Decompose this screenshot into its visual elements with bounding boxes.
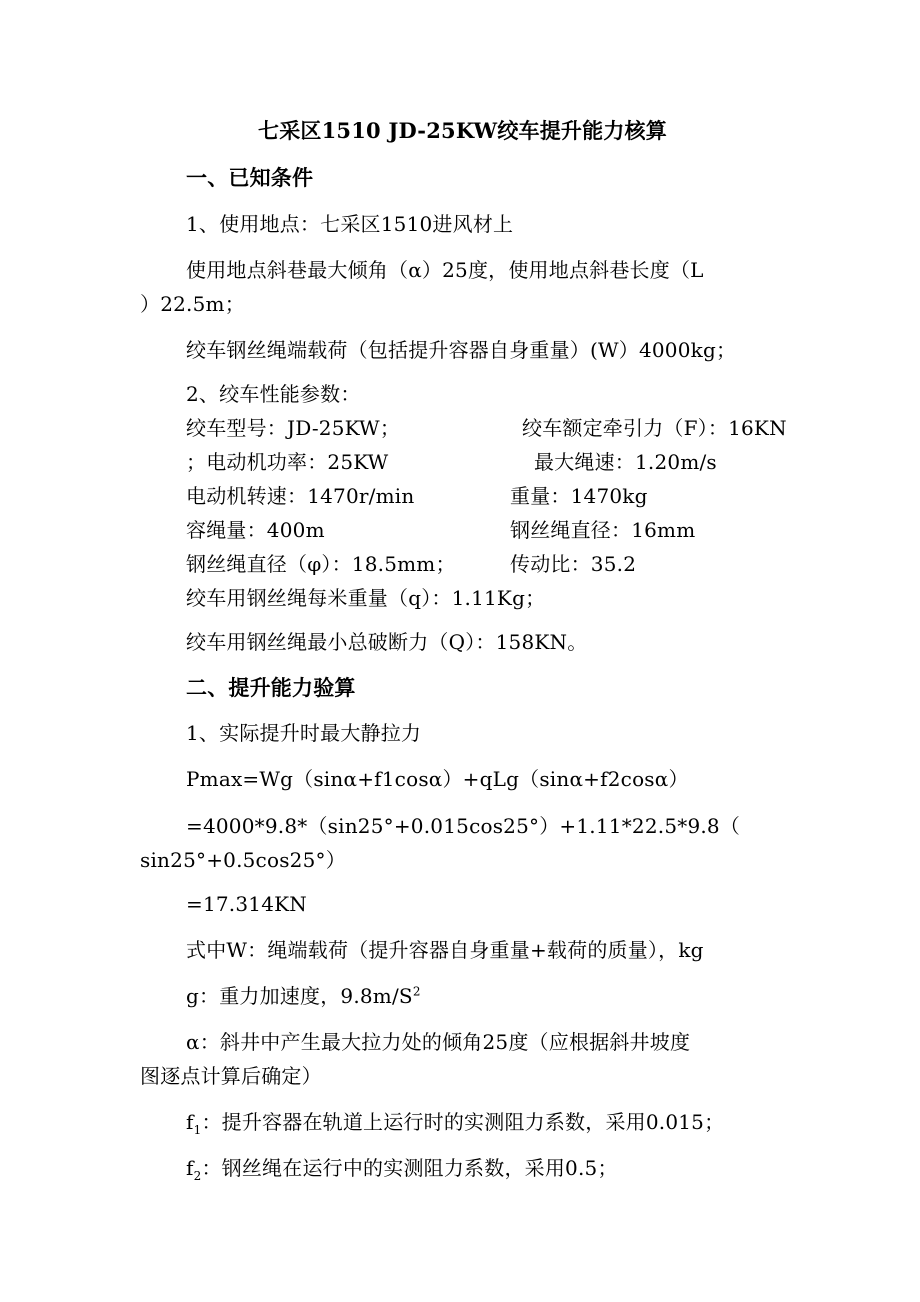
calculation-line1: =4000*9.8*（sin25°+0.015cos25°）+1.11*22.5*9.8（: [186, 814, 741, 838]
param-weight: 重量：1470kg: [510, 484, 648, 508]
definition-g: [186, 983, 421, 1009]
document-title: 七采区1510 JD-25KW绞车提升能力核算: [258, 118, 667, 143]
definition-f2-text: ：钢丝绳在运行中的实测阻力系数，采用0.5；: [201, 1156, 618, 1180]
definition-f1: [186, 1109, 724, 1135]
pmax-formula: Pmax=Wg（sinα+f1cosα）+qLg（sinα+f2cosα）: [186, 767, 689, 791]
definition-w: 式中W：绳端载荷（提升容器自身重量+载荷的质量），kg: [186, 938, 704, 962]
definition-f1-text: ：提升容器在轨道上运行时的实测阻力系数，采用0.015；: [201, 1110, 725, 1134]
definition-alpha-line2: 图逐点计算后确定）: [140, 1064, 322, 1088]
param-max-rope-speed: 最大绳速：1.20m/s: [534, 450, 717, 474]
param-rope-capacity: 容绳量：400m: [186, 518, 325, 542]
param-rope-diameter-phi: 钢丝绳直径（φ）：18.5mm；: [186, 552, 456, 576]
param-rope-breaking-force: 绞车用钢丝绳最小总破断力（Q）：158KN。: [186, 630, 588, 654]
param-rated-traction: 绞车额定牵引力（F）：16KN: [522, 416, 787, 440]
definition-g-text: g：重力加速度，9.8m/S: [186, 984, 413, 1008]
definition-f1-subscript: 1: [193, 1123, 202, 1137]
definition-f2: [186, 1155, 618, 1181]
definition-alpha-line1: α：斜井中产生最大拉力处的倾角25度（应根据斜井坡度: [186, 1030, 691, 1054]
param-motor-power: ；电动机功率：25KW: [186, 450, 389, 474]
section-heading-known-conditions: 一、已知条件: [186, 165, 314, 190]
incline-info-line1: 使用地点斜巷最大倾角（α）25度，使用地点斜巷长度（L: [186, 258, 704, 282]
param-rope-diameter-16: 钢丝绳直径：16mm: [510, 518, 696, 542]
param-rope-weight-per-meter: 绞车用钢丝绳每米重量（q）：1.11Kg；: [186, 586, 546, 610]
definition-f2-base: f: [186, 1156, 194, 1180]
param-winch-model: 绞车型号：JD-25KW；: [186, 416, 401, 440]
definition-f2-subscript: 2: [193, 1169, 202, 1183]
max-static-tension-heading: 1、实际提升时最大静拉力: [186, 721, 422, 745]
definition-f1-base: f: [186, 1110, 194, 1134]
calculation-line2: sin25°+0.5cos25°）: [140, 848, 346, 872]
rope-end-load: 绞车钢丝绳端载荷（包括提升容器自身重量）(W）4000kg；: [186, 338, 737, 362]
winch-params-heading: 2、绞车性能参数：: [186, 382, 361, 406]
section-heading-capacity-check: 二、提升能力验算: [186, 675, 356, 700]
param-transmission-ratio: 传动比：35.2: [510, 552, 637, 576]
param-motor-speed: 电动机转速：1470r/min: [186, 484, 415, 508]
incline-info-line2: ）22.5m；: [140, 292, 245, 316]
calculation-result: =17.314KN: [186, 892, 307, 916]
definition-g-superscript: 2: [412, 984, 421, 999]
usage-location: 1、使用地点：七采区1510进风材上: [186, 212, 514, 236]
